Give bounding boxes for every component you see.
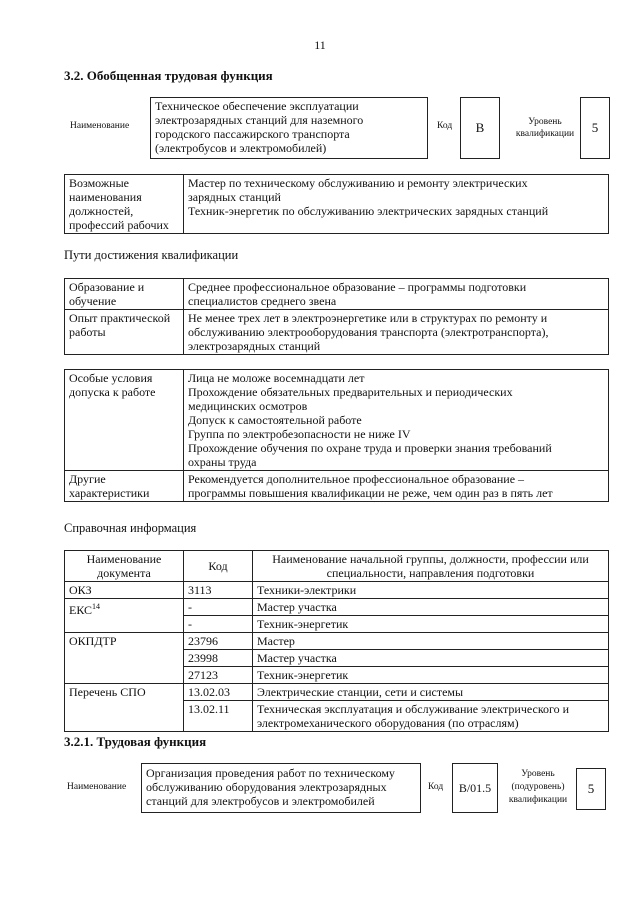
conditions-table xyxy=(64,369,609,502)
level-label-line: Уровень xyxy=(528,117,562,127)
name-value-box xyxy=(141,763,421,813)
doc-cell: ОКЗ xyxy=(65,582,184,599)
paths-heading: Пути достижения квалификации xyxy=(64,248,239,262)
doc-cell: Перечень СПО xyxy=(65,684,184,732)
code-cell: 3113 xyxy=(184,582,253,599)
value-line: электрозарядных станций xyxy=(188,339,321,353)
value-line: зарядных станций xyxy=(188,190,281,204)
table-row xyxy=(65,684,609,701)
value-line: обслуживанию электрооборудования транспорта (электротранспорта), xyxy=(188,325,549,339)
path-label xyxy=(65,279,184,310)
condition-label xyxy=(65,370,184,471)
condition-value xyxy=(184,471,609,502)
label-line: Другие xyxy=(69,472,106,486)
name-line: Организация проведения работ по техническому xyxy=(146,766,395,780)
name-cell: Техники-электрики xyxy=(253,582,609,599)
path-label xyxy=(65,310,184,355)
header-line: документа xyxy=(97,566,151,580)
value-line: Прохождение обязательных предварительных и периодических xyxy=(188,385,513,399)
level-label-line: (подуровень) xyxy=(511,782,565,792)
paths-table xyxy=(64,278,609,355)
doc-cell xyxy=(65,599,184,633)
condition-value xyxy=(184,370,609,471)
name-line: электрозарядных станций для наземного xyxy=(155,113,364,127)
table-row xyxy=(65,370,609,471)
label-line: должностей, xyxy=(69,204,134,218)
name-cell: Мастер xyxy=(253,633,609,650)
name-line: Техническая эксплуатация и обслуживание электрического и xyxy=(257,702,570,716)
condition-label xyxy=(65,471,184,502)
code-value: B xyxy=(460,97,500,159)
name-label: Наименование xyxy=(67,782,127,792)
name-line: (электробусов и электромобилей) xyxy=(155,141,327,155)
table-row xyxy=(65,310,609,355)
name-cell: Электрические станции, сети и системы xyxy=(253,684,609,701)
code-cell: - xyxy=(184,599,253,616)
label-line: Возможные xyxy=(69,176,129,190)
code-label: Код xyxy=(437,121,453,131)
name-cell: Техник-энергетик xyxy=(253,616,609,633)
label-line: Образование и xyxy=(69,280,145,294)
value-line: специалистов среднего звена xyxy=(188,294,337,308)
header-line: специальности, направления подготовки xyxy=(326,566,535,580)
value-line: Рекомендуется дополнительное профессиональное образование – xyxy=(188,472,525,486)
label-line: обучение xyxy=(69,294,117,308)
label-line: характеристики xyxy=(69,486,150,500)
footnote-ref: 14 xyxy=(92,602,101,611)
value-line: Допуск к самостоятельной работе xyxy=(188,413,362,427)
name-line: станций для электробусов и электромобилей xyxy=(146,794,375,808)
label-line: допуска к работе xyxy=(69,385,156,399)
value-line: медицинских осмотров xyxy=(188,399,308,413)
positions-value xyxy=(184,175,609,234)
ref-table xyxy=(64,550,609,732)
value-line: Не менее трех лет в электроэнергетике или в структурах по ремонту и xyxy=(188,311,548,325)
header-code: Код xyxy=(184,551,253,582)
value-line: Мастер по техническому обслуживанию и ремонту электрических xyxy=(188,176,528,190)
label-line: Особые условия xyxy=(69,371,153,385)
level-label xyxy=(510,116,580,140)
code-cell: - xyxy=(184,616,253,633)
name-cell xyxy=(253,701,609,732)
level-label-line: Уровень xyxy=(521,769,555,779)
subsection-heading: 3.2.1. Трудовая функция xyxy=(64,734,207,749)
section-heading: 3.2. Обобщенная трудовая функция xyxy=(64,68,273,83)
positions-table xyxy=(64,174,609,234)
level-label xyxy=(502,768,574,807)
name-cell: Мастер участка xyxy=(253,599,609,616)
name-cell: Техник-энергетик xyxy=(253,667,609,684)
code-cell: 27123 xyxy=(184,667,253,684)
value-line: Среднее профессиональное образование – программы подготовки xyxy=(188,280,527,294)
name-label: Наименование xyxy=(70,121,130,131)
table-row xyxy=(65,633,609,650)
value-line: Лица не моложе восемнадцати лет xyxy=(188,371,365,385)
level-label-line: квалификации xyxy=(508,795,568,805)
path-value xyxy=(184,279,609,310)
name-cell: Мастер участка xyxy=(253,650,609,667)
positions-label xyxy=(65,175,184,234)
value-line: Прохождение обучения по охране труда и проверки знания требований xyxy=(188,441,552,455)
level-value: 5 xyxy=(580,97,610,159)
doc-text: ЕКС xyxy=(69,603,93,617)
path-value xyxy=(184,310,609,355)
header-line: Наименование xyxy=(86,552,162,566)
code-label: Код xyxy=(428,782,444,792)
value-line: Группа по электробезопасности не ниже IV xyxy=(188,427,411,441)
table-row xyxy=(65,599,609,616)
value-line: Техник-энергетик по обслуживанию электрических зарядных станций xyxy=(188,204,549,218)
label-line: профессий рабочих xyxy=(69,218,169,232)
code-cell: 23796 xyxy=(184,633,253,650)
name-line: обслуживанию оборудования электрозарядных xyxy=(146,780,387,794)
label-line: работы xyxy=(69,325,106,339)
table-row xyxy=(65,471,609,502)
table-row xyxy=(65,582,609,599)
header-doc xyxy=(65,551,184,582)
level-value: 5 xyxy=(576,768,606,810)
header-line: Наименование начальной группы, должности, профессии или xyxy=(272,552,589,566)
code-cell: 13.02.11 xyxy=(184,701,253,732)
doc-cell: ОКПДТР xyxy=(65,633,184,684)
code-cell: 23998 xyxy=(184,650,253,667)
label-line: Опыт практической xyxy=(69,311,171,325)
code-value: B/01.5 xyxy=(452,763,498,813)
name-line: городского пассажирского транспорта xyxy=(155,127,350,141)
name-line: электромеханического оборудования (по отраслям) xyxy=(257,716,519,730)
value-line: программы повышения квалификации не реже, чем один раз в пять лет xyxy=(188,486,553,500)
name-line: Техническое обеспечение эксплуатации xyxy=(155,99,359,113)
name-value-box xyxy=(150,97,428,159)
page-number: 11 xyxy=(314,38,326,52)
table-row xyxy=(65,279,609,310)
value-line: охраны труда xyxy=(188,455,257,469)
label-line: наименования xyxy=(69,190,142,204)
code-cell: 13.02.03 xyxy=(184,684,253,701)
ref-heading: Справочная информация xyxy=(64,521,197,535)
header-name xyxy=(253,551,609,582)
table-header-row xyxy=(65,551,609,582)
level-label-line: квалификации xyxy=(515,129,575,139)
